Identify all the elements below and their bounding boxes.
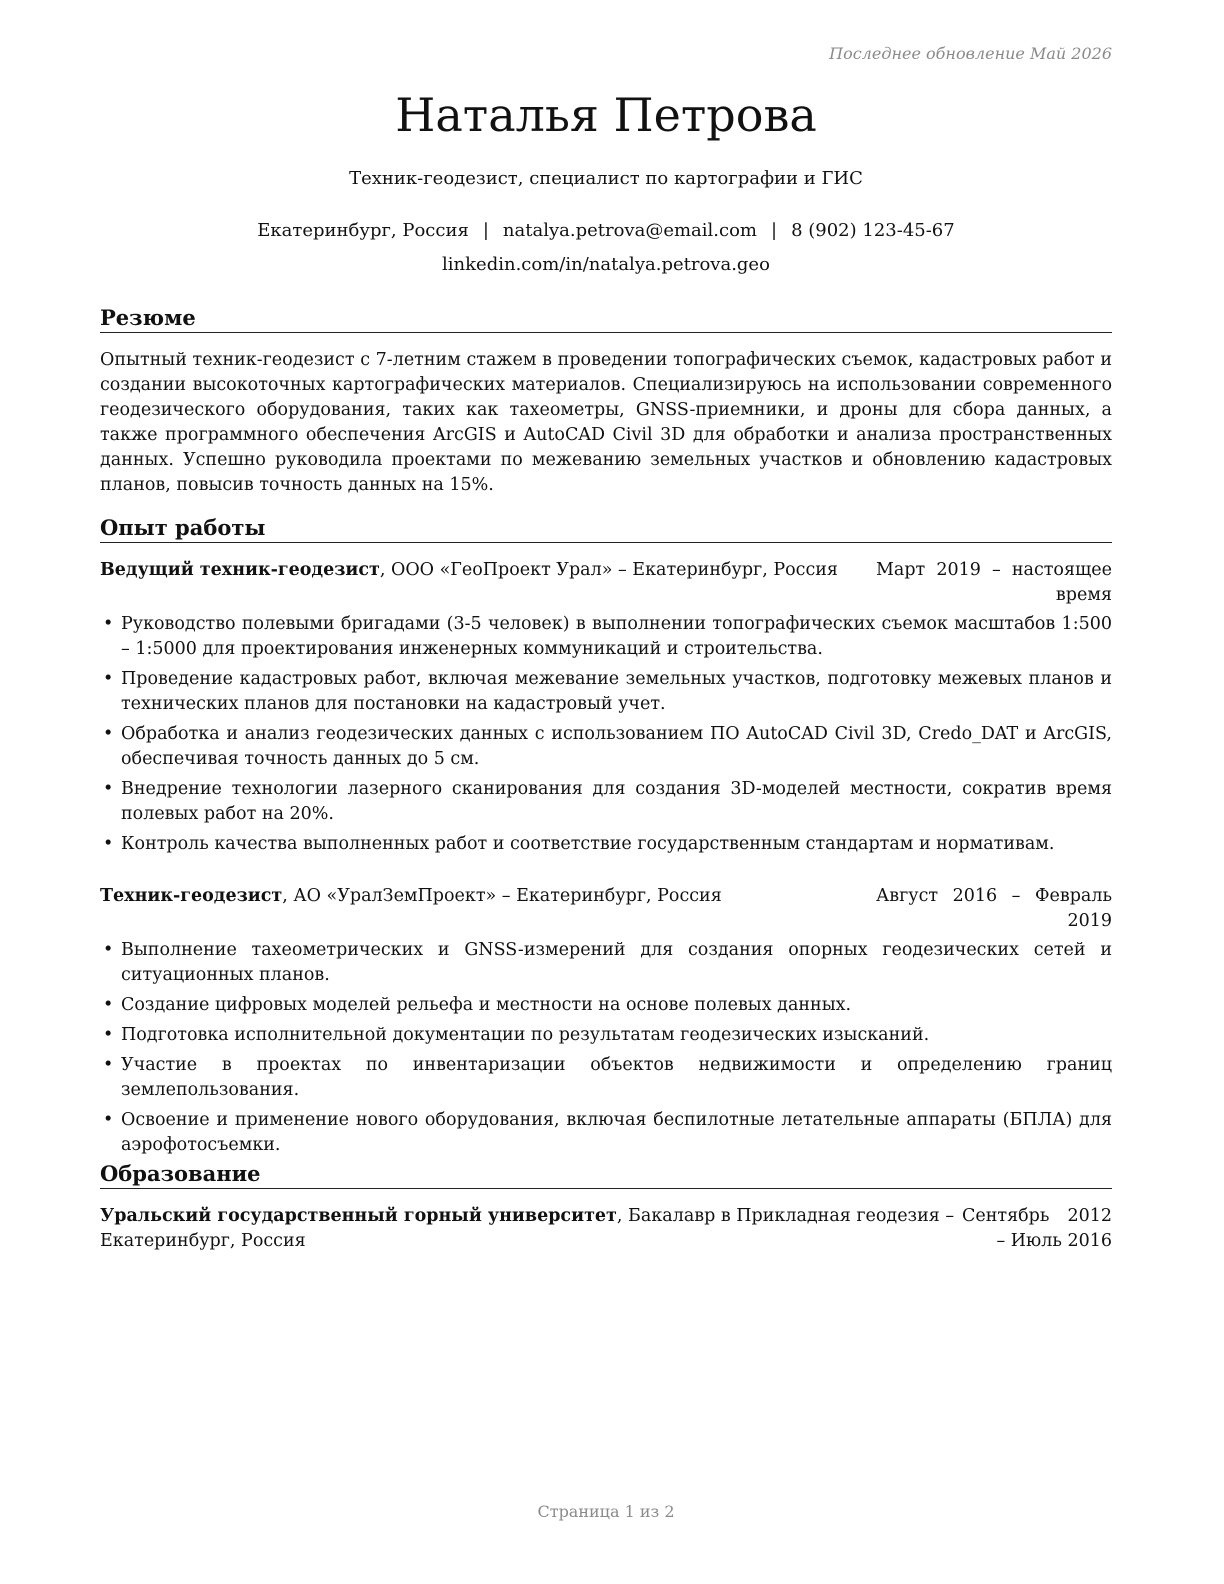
- job-title-line: [100, 558, 860, 583]
- contact-phone: 8 (902) 123-45-67: [791, 220, 955, 241]
- list-item: [100, 722, 1112, 772]
- list-item: [100, 1023, 1112, 1048]
- job-header: [100, 884, 1112, 934]
- contact-line: [100, 220, 1112, 241]
- contact-separator: |: [482, 220, 489, 241]
- contact-email[interactable]: natalya.petrova@email.com: [502, 220, 757, 241]
- job-dates: Август 2016 – Февраль 2019: [876, 886, 1112, 931]
- education-dates: Сентябрь 2012 – Июль 2016: [962, 1204, 1112, 1254]
- bullet-text: Подготовка исполнительной документации по результатам геодезических изысканий.: [121, 1025, 930, 1045]
- contact-linkedin[interactable]: linkedin.com/in/natalya.petrova.geo: [442, 254, 770, 275]
- list-item: [100, 938, 1112, 988]
- contact-separator: |: [771, 220, 778, 241]
- candidate-name: Наталья Петрова: [395, 88, 817, 142]
- bullet-icon: •: [103, 995, 114, 1015]
- job-dates: Март 2019 – настоящее время: [876, 560, 1112, 605]
- bullet-icon: •: [103, 669, 114, 689]
- page-number: Страница 1 из 2: [537, 1502, 675, 1521]
- bullet-icon: •: [103, 940, 114, 960]
- job-position: Техник-геодезист: [100, 886, 283, 906]
- section-title-summary: Резюме: [100, 305, 1112, 333]
- bullet-text: Обработка и анализ геодезических данных с использованием ПО AutoCAD Civil 3D, Credo_DAT и ArcGIS, обеспечивая точность данных до 5 см.: [121, 724, 1112, 769]
- job-title-line: [100, 884, 860, 909]
- bullet-text: Создание цифровых моделей рельефа и местности на основе полевых данных.: [121, 995, 852, 1015]
- resume-page: [100, 0, 1112, 1584]
- bullet-text: Участие в проектах по инвентаризации объектов недвижимости и определению границ землепользования.: [121, 1055, 1112, 1100]
- job-header: [100, 558, 1112, 608]
- job-entry: [100, 884, 1112, 1163]
- bullet-text: Освоение и применение нового оборудования, включая беспилотные летательные аппараты (БПЛА) для аэрофотосъемки.: [121, 1110, 1112, 1155]
- education-text: [100, 1204, 960, 1254]
- job-bullets: [100, 938, 1112, 1158]
- bullet-icon: •: [103, 834, 114, 854]
- summary-text: Опытный техник-геодезист с 7-летним стажем в проведении топографических съемок, кадастровых работ и создании высокоточных картографических материалов. Специализируюсь на использовании современного геодезического оборудования, таких как тахеометры, GNSS-приемники, и дроны для сбора данных, а также программного обеспечения ArcGIS и AutoCAD Civil 3D для обработки и анализа пространственных данных. Успешно руководила проектами по межеванию земельных участков и обновлению кадастровых планов, повысив точность данных на 15%.: [100, 350, 1112, 495]
- bullet-icon: •: [103, 1055, 114, 1075]
- section-title-experience: Опыт работы: [100, 515, 1112, 543]
- list-item: [100, 832, 1112, 857]
- bullet-text: Проведение кадастровых работ, включая межевание земельных участков, подготовку межевых планов и технических планов для постановки на кадастровый учет.: [121, 669, 1112, 714]
- list-item: [100, 612, 1112, 662]
- bullet-text: Руководство полевыми бригадами (3-5 человек) в выполнении топографических съемок масштабов 1:500 – 1:5000 для проектирования инженерных коммуникаций и строительства.: [121, 614, 1112, 659]
- contact-location: Екатеринбург, Россия: [257, 220, 469, 241]
- list-item: [100, 667, 1112, 717]
- bullet-icon: •: [103, 614, 114, 634]
- education-entry: [100, 1204, 1112, 1254]
- section-title-education: Образование: [100, 1161, 1112, 1189]
- bullet-icon: •: [103, 724, 114, 744]
- candidate-subtitle: Техник-геодезист, специалист по картографии и ГИС: [349, 168, 863, 189]
- bullet-icon: •: [103, 1110, 114, 1130]
- bullet-icon: •: [103, 779, 114, 799]
- last-updated: Последнее обновление Май 2026: [829, 44, 1112, 63]
- list-item: [100, 993, 1112, 1018]
- bullet-text: Внедрение технологии лазерного сканирования для создания 3D-моделей местности, сократив время полевых работ на 20%.: [121, 779, 1112, 824]
- list-item: [100, 1053, 1112, 1103]
- bullet-icon: •: [103, 1025, 114, 1045]
- list-item: [100, 777, 1112, 827]
- job-entry: [100, 558, 1112, 862]
- job-bullets: [100, 612, 1112, 857]
- education-institution: Уральский государственный горный университет: [100, 1206, 617, 1226]
- bullet-text: Контроль качества выполненных работ и соответствие государственным стандартам и нормативам.: [121, 834, 1055, 854]
- job-position: Ведущий техник-геодезист: [100, 560, 380, 580]
- bullet-text: Выполнение тахеометрических и GNSS-измерений для создания опорных геодезических сетей и ситуационных планов.: [121, 940, 1112, 985]
- job-company: , АО «УралЗемПроект» – Екатеринбург, Россия: [282, 886, 722, 906]
- education-details: , Бакалавр в Прикладная геодезия – Екатеринбург, Россия: [100, 1206, 955, 1251]
- list-item: [100, 1108, 1112, 1158]
- job-company: , ООО «ГеоПроект Урал» – Екатеринбург, Россия: [379, 560, 838, 580]
